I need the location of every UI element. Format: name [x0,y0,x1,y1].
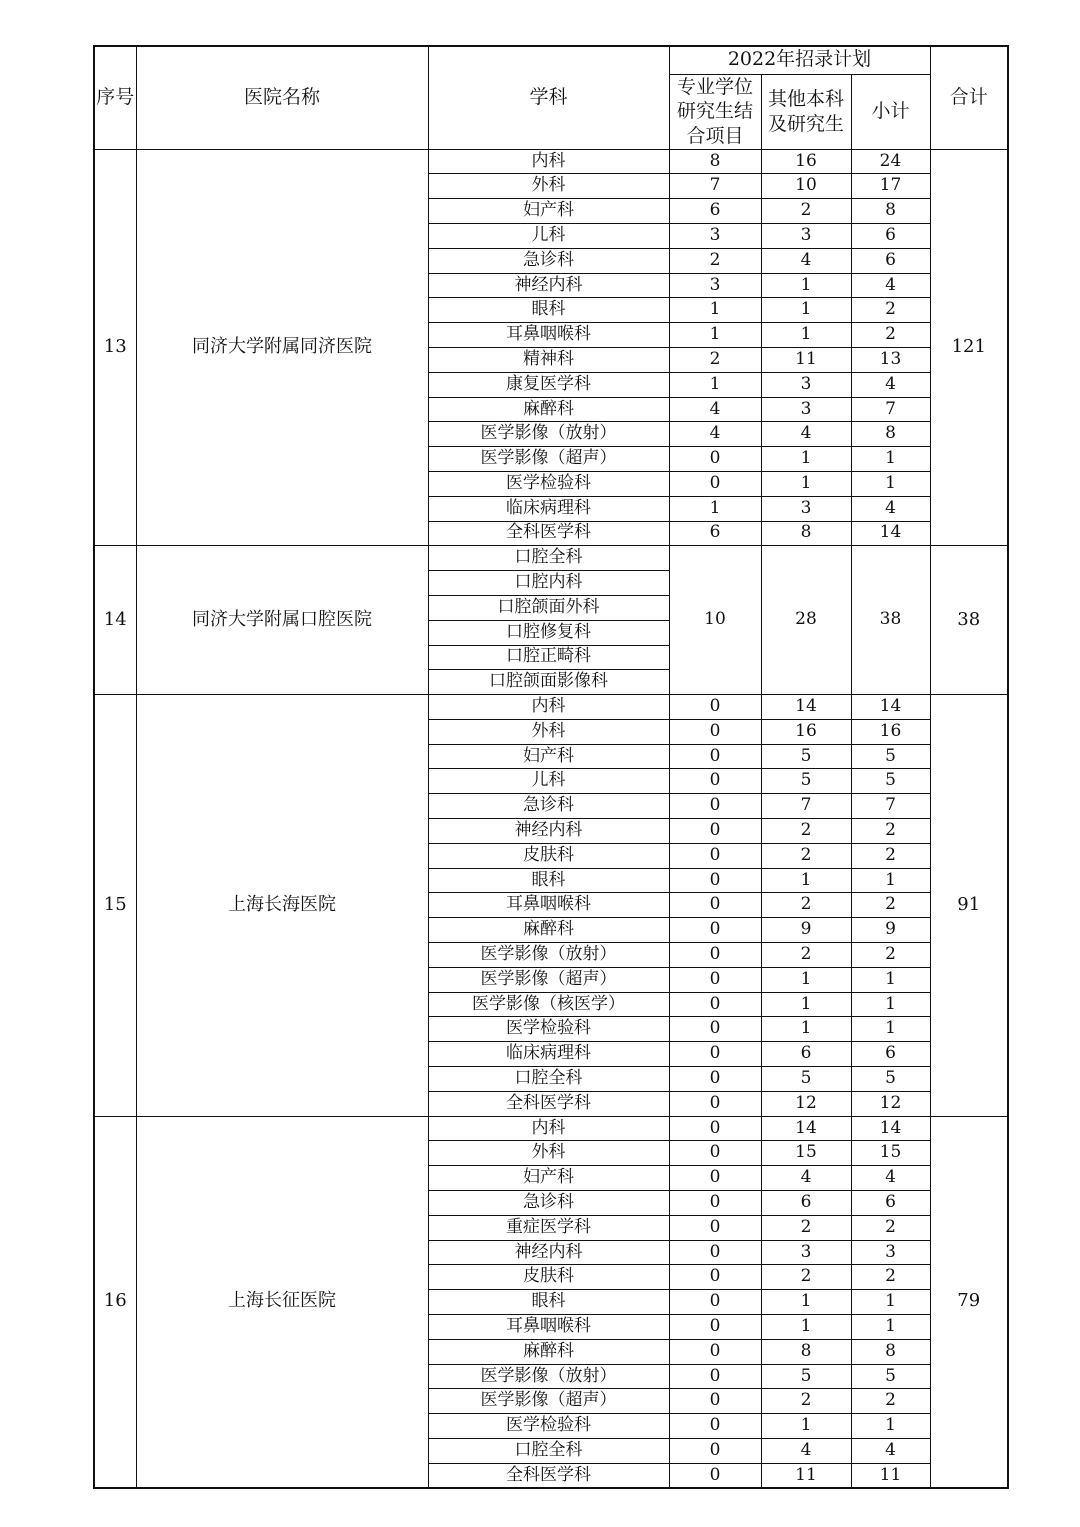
other-cell: 4 [761,1439,851,1464]
subtotal-cell: 2 [851,819,930,844]
table-row [94,546,1008,571]
subject-cell: 外科 [428,174,669,199]
hospital-cell: 同济大学附属口腔医院 [136,546,428,695]
subtotal-cell: 2 [851,298,930,323]
other-cell: 2 [761,819,851,844]
subject-cell: 神经内科 [428,273,669,298]
other-cell: 14 [761,1116,851,1141]
combined-cell: 0 [669,1339,761,1364]
combined-cell: 0 [669,1067,761,1092]
subject-cell: 眼科 [428,868,669,893]
other-cell: 1 [761,298,851,323]
subtotal-cell: 6 [851,1191,930,1216]
other-cell: 1 [761,992,851,1017]
subtotal-cell: 14 [851,1116,930,1141]
subject-cell: 妇产科 [428,199,669,224]
subtotal-cell: 6 [851,223,930,248]
header-hospital: 医院名称 [136,46,428,149]
subtotal-cell: 1 [851,447,930,472]
header-combined: 专业学位研究生结合项目 [669,74,761,149]
header-subtotal: 小计 [851,74,930,149]
subtotal-cell: 2 [851,1265,930,1290]
combined-cell: 0 [669,1439,761,1464]
subject-cell: 神经内科 [428,819,669,844]
combined-cell: 0 [669,447,761,472]
subtotal-cell: 7 [851,397,930,422]
other-cell: 8 [761,521,851,546]
subtotal-cell: 15 [851,1141,930,1166]
other-cell: 7 [761,794,851,819]
subtotal-cell: 24 [851,149,930,174]
subject-cell: 皮肤科 [428,843,669,868]
other-cell: 1 [761,868,851,893]
combined-cell: 0 [669,918,761,943]
subtotal-cell: 1 [851,1017,930,1042]
subject-cell: 医学影像（超声） [428,967,669,992]
combined-cell: 0 [669,1290,761,1315]
subject-cell: 康复医学科 [428,372,669,397]
combined-cell: 0 [669,695,761,720]
seq-cell: 15 [94,695,136,1117]
subject-cell: 麻醉科 [428,1339,669,1364]
subtotal-cell: 1 [851,1414,930,1439]
subtotal-cell: 1 [851,1315,930,1340]
subtotal-cell: 8 [851,199,930,224]
subject-cell: 全科医学科 [428,1463,669,1488]
subtotal-cell: 14 [851,695,930,720]
subtotal-cell: 2 [851,1389,930,1414]
subtotal-cell: 14 [851,521,930,546]
other-cell: 9 [761,918,851,943]
combined-cell: 0 [669,1315,761,1340]
subject-cell: 急诊科 [428,248,669,273]
subject-cell: 麻醉科 [428,918,669,943]
combined-cell: 0 [669,868,761,893]
subject-cell: 口腔全科 [428,1067,669,1092]
seq-cell: 14 [94,546,136,695]
combined-cell: 0 [669,794,761,819]
subject-cell: 精神科 [428,347,669,372]
subtotal-cell: 12 [851,1091,930,1116]
header-other: 其他本科及研究生 [761,74,851,149]
other-cell: 1 [761,471,851,496]
other-cell: 12 [761,1091,851,1116]
subject-cell: 口腔正畸科 [428,645,669,670]
subtotal-cell: 9 [851,918,930,943]
combined-cell: 0 [669,843,761,868]
other-cell: 2 [761,843,851,868]
other-cell: 2 [761,1389,851,1414]
subject-cell: 医学影像（放射） [428,943,669,968]
total-cell: 121 [930,149,1008,546]
subject-cell: 临床病理科 [428,496,669,521]
other-cell: 1 [761,967,851,992]
other-cell: 3 [761,397,851,422]
combined-cell: 1 [669,298,761,323]
subject-cell: 医学检验科 [428,1017,669,1042]
other-cell: 5 [761,769,851,794]
combined-cell: 0 [669,744,761,769]
combined-cell: 4 [669,422,761,447]
other-cell: 1 [761,323,851,348]
subject-cell: 耳鼻咽喉科 [428,323,669,348]
other-cell: 16 [761,149,851,174]
table-row [94,1116,1008,1141]
other-cell: 3 [761,496,851,521]
subject-cell: 耳鼻咽喉科 [428,893,669,918]
subtotal-cell: 4 [851,496,930,521]
subject-cell: 医学影像（超声） [428,1389,669,1414]
subtotal-cell: 2 [851,1215,930,1240]
total-cell: 91 [930,695,1008,1117]
other-cell: 2 [761,1265,851,1290]
subject-cell: 急诊科 [428,1191,669,1216]
subject-cell: 妇产科 [428,744,669,769]
subtotal-cell: 8 [851,1339,930,1364]
combined-cell: 1 [669,323,761,348]
header-seq: 序号 [94,46,136,149]
subtotal-cell: 3 [851,1240,930,1265]
subtotal-cell: 1 [851,967,930,992]
subject-cell: 口腔全科 [428,1439,669,1464]
subject-cell: 临床病理科 [428,1042,669,1067]
combined-cell: 1 [669,372,761,397]
subtotal-cell: 16 [851,719,930,744]
header-plan: 2022年招录计划 [669,46,930,74]
subject-cell: 医学影像（超声） [428,447,669,472]
combined-cell: 10 [669,546,761,695]
subject-cell: 皮肤科 [428,1265,669,1290]
other-cell: 5 [761,744,851,769]
other-cell: 1 [761,1315,851,1340]
combined-cell: 6 [669,521,761,546]
subject-cell: 医学检验科 [428,1414,669,1439]
hospital-cell: 同济大学附属同济医院 [136,149,428,546]
seq-cell: 13 [94,149,136,546]
other-cell: 8 [761,1339,851,1364]
table-row [94,149,1008,174]
combined-cell: 0 [669,992,761,1017]
combined-cell: 8 [669,149,761,174]
other-cell: 28 [761,546,851,695]
other-cell: 14 [761,695,851,720]
subtotal-cell: 5 [851,769,930,794]
combined-cell: 0 [669,1091,761,1116]
combined-cell: 1 [669,496,761,521]
other-cell: 6 [761,1042,851,1067]
subtotal-cell: 2 [851,943,930,968]
subtotal-cell: 2 [851,843,930,868]
other-cell: 4 [761,422,851,447]
other-cell: 4 [761,1166,851,1191]
subtotal-cell: 5 [851,744,930,769]
subject-cell: 重症医学科 [428,1215,669,1240]
combined-cell: 0 [669,1166,761,1191]
subtotal-cell: 6 [851,248,930,273]
combined-cell: 0 [669,1389,761,1414]
subject-cell: 内科 [428,149,669,174]
subject-cell: 口腔修复科 [428,620,669,645]
combined-cell: 0 [669,1265,761,1290]
subtotal-cell: 38 [851,546,930,695]
combined-cell: 0 [669,1414,761,1439]
combined-cell: 0 [669,1116,761,1141]
subject-cell: 医学影像（放射） [428,422,669,447]
other-cell: 1 [761,1290,851,1315]
combined-cell: 2 [669,347,761,372]
other-cell: 1 [761,447,851,472]
subtotal-cell: 5 [851,1067,930,1092]
other-cell: 5 [761,1067,851,1092]
combined-cell: 0 [669,1463,761,1488]
other-cell: 4 [761,248,851,273]
subtotal-cell: 8 [851,422,930,447]
subject-cell: 眼科 [428,1290,669,1315]
other-cell: 3 [761,1240,851,1265]
other-cell: 2 [761,1215,851,1240]
other-cell: 6 [761,1191,851,1216]
total-cell: 79 [930,1116,1008,1488]
combined-cell: 6 [669,199,761,224]
other-cell: 1 [761,273,851,298]
combined-cell: 0 [669,819,761,844]
combined-cell: 0 [669,1017,761,1042]
other-cell: 15 [761,1141,851,1166]
subject-cell: 口腔内科 [428,571,669,596]
subtotal-cell: 7 [851,794,930,819]
other-cell: 2 [761,943,851,968]
combined-cell: 0 [669,1215,761,1240]
subject-cell: 医学影像（核医学） [428,992,669,1017]
subtotal-cell: 4 [851,1439,930,1464]
combined-cell: 0 [669,471,761,496]
other-cell: 1 [761,1017,851,1042]
subject-cell: 儿科 [428,769,669,794]
subtotal-cell: 1 [851,1290,930,1315]
subtotal-cell: 17 [851,174,930,199]
subject-cell: 急诊科 [428,794,669,819]
header-total: 合计 [930,46,1008,149]
combined-cell: 7 [669,174,761,199]
subject-cell: 耳鼻咽喉科 [428,1315,669,1340]
subtotal-cell: 1 [851,992,930,1017]
combined-cell: 4 [669,397,761,422]
subtotal-cell: 4 [851,1166,930,1191]
subject-cell: 内科 [428,695,669,720]
combined-cell: 3 [669,223,761,248]
other-cell: 16 [761,719,851,744]
subject-cell: 全科医学科 [428,521,669,546]
seq-cell: 16 [94,1116,136,1488]
combined-cell: 0 [669,1191,761,1216]
subtotal-cell: 4 [851,273,930,298]
subject-cell: 口腔颌面影像科 [428,670,669,695]
subtotal-cell: 13 [851,347,930,372]
hospital-cell: 上海长征医院 [136,1116,428,1488]
subtotal-cell: 6 [851,1042,930,1067]
combined-cell: 0 [669,1042,761,1067]
recruitment-plan-table [93,45,1009,1489]
combined-cell: 0 [669,719,761,744]
other-cell: 2 [761,199,851,224]
subject-cell: 口腔颌面外科 [428,595,669,620]
combined-cell: 0 [669,1141,761,1166]
subtotal-cell: 2 [851,323,930,348]
subject-cell: 内科 [428,1116,669,1141]
other-cell: 1 [761,1414,851,1439]
combined-cell: 2 [669,248,761,273]
other-cell: 11 [761,1463,851,1488]
other-cell: 11 [761,347,851,372]
subject-cell: 麻醉科 [428,397,669,422]
table-body [94,149,1008,1488]
combined-cell: 0 [669,1364,761,1389]
combined-cell: 0 [669,893,761,918]
subtotal-cell: 2 [851,893,930,918]
other-cell: 2 [761,893,851,918]
subject-cell: 儿科 [428,223,669,248]
subject-cell: 口腔全科 [428,546,669,571]
subject-cell: 外科 [428,719,669,744]
hospital-cell: 上海长海医院 [136,695,428,1117]
combined-cell: 0 [669,1240,761,1265]
combined-cell: 0 [669,967,761,992]
header-subject: 学科 [428,46,669,149]
subject-cell: 医学影像（放射） [428,1364,669,1389]
other-cell: 10 [761,174,851,199]
subtotal-cell: 11 [851,1463,930,1488]
subtotal-cell: 1 [851,868,930,893]
subtotal-cell: 4 [851,372,930,397]
subject-cell: 眼科 [428,298,669,323]
subtotal-cell: 1 [851,471,930,496]
subject-cell: 外科 [428,1141,669,1166]
subject-cell: 神经内科 [428,1240,669,1265]
other-cell: 3 [761,223,851,248]
other-cell: 5 [761,1364,851,1389]
subject-cell: 医学检验科 [428,471,669,496]
combined-cell: 0 [669,943,761,968]
combined-cell: 3 [669,273,761,298]
other-cell: 3 [761,372,851,397]
subtotal-cell: 5 [851,1364,930,1389]
total-cell: 38 [930,546,1008,695]
table-row [94,695,1008,720]
combined-cell: 0 [669,769,761,794]
subject-cell: 妇产科 [428,1166,669,1191]
subject-cell: 全科医学科 [428,1091,669,1116]
table-header [94,46,1008,149]
